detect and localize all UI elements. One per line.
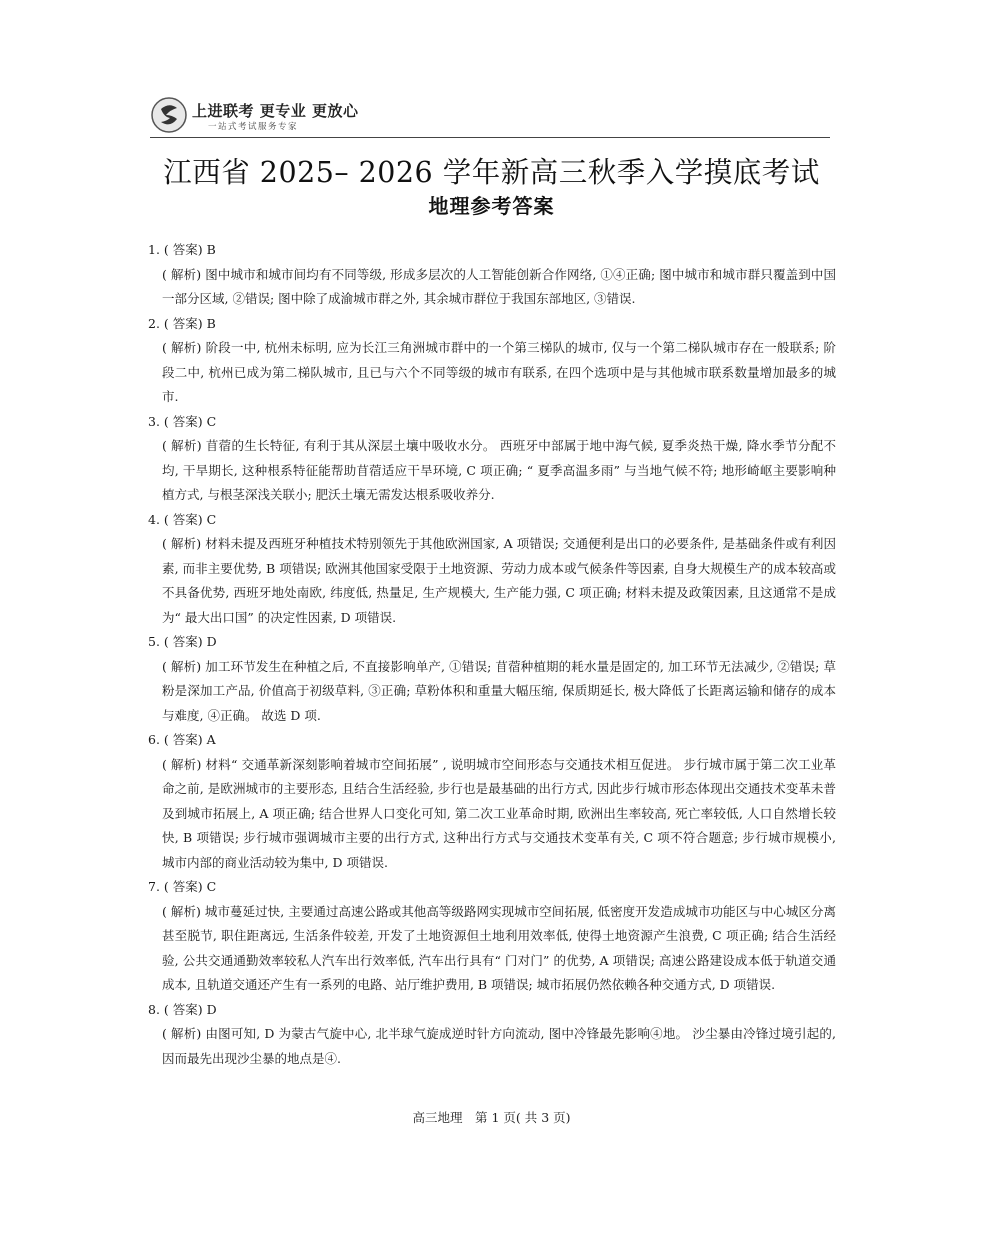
question-explanation: ( 解析) 由图可知, D 为蒙古气旋中心, 北半球气旋成逆时针方向流动, 图中冷锋最先影响④地。 沙尘暴由冷锋过境引起的, 因而最先出现沙尘暴的地点是④. — [162, 1026, 836, 1066]
question-answer: 4. ( 答案) C — [148, 511, 217, 527]
question-answer: 3. ( 答案) C — [148, 413, 217, 429]
header-divider — [150, 137, 830, 138]
question-answer: 7. ( 答案) C — [148, 879, 217, 894]
brand-slogan: 上进联考 更专业 更放心 — [192, 102, 359, 120]
question-answer: 8. ( 答案) D — [148, 1001, 217, 1017]
question-explanation: ( 解析) 苜蓿的生长特征, 有利于其从深层土壤中吸收水分。 西班牙中部属于地中海气候, 夏季炎热干燥, 降水季节分配不均, 干旱期长, 这种根系特征能帮助苜蓿适应干旱环境, C 项正确; “ 夏季高温多雨” 与当地气候不符; 地形崎岖主要影响种植方式, 与根茎深浅关联小; 肥沃土壤无需发达根系吸收养分. — [162, 438, 836, 502]
page-footer: 高三地理 第 1 页( 共 3 页) — [412, 1110, 571, 1125]
question-explanation: ( 解析) 阶段一中, 杭州未标明, 应为长江三角洲城市群中的一个第三梯队的城市, 仅与一个第二梯队城市存在一般联系; 阶段二中, 杭州已成为第二梯队城市, 且已与六个不同等级的城市有联系, 在四个选项中是与其他城市联系数量增加最多的城市. — [162, 340, 836, 404]
question-explanation: ( 解析) 材料未提及西班牙种植技术特别领先于其他欧洲国家, A 项错误; 交通便利是出口的必要条件, 是基础条件或有利因素, 而非主要优势, B 项错误; 欧洲其他国家受限于土地资源、劳动力成本或气候条件等因素, 自身大规模生产的成本较高或不具备优势, 西班牙地处南欧, 纬度低, 热量足, 生产规模大, 生产能力强, C 项正确; 材料未提及政策因素, 且这通常不是成为“ 最大出口国” 的决定性因素, D 项错误. — [162, 536, 836, 625]
question-item — [148, 508, 836, 631]
question-item — [148, 998, 836, 1072]
question-explanation: ( 解析) 加工环节发生在种植之后, 不直接影响单产, ①错误; 苜蓿种植期的耗水量是固定的, 加工环节无法减少, ②错误; 草粉是深加工产品, 价值高于初级草料, ③正确; 草粉体积和重量大幅压缩, 保质期延长, 极大降低了长距离运输和储存的成本与难度, ④正确。 故选 D 项. — [162, 658, 836, 723]
question-item — [148, 410, 836, 508]
question-item — [148, 728, 836, 875]
question-answer: 1. ( 答案) B — [148, 242, 216, 257]
header — [150, 96, 830, 138]
answer-list — [148, 238, 836, 1071]
question-explanation: ( 解析) 材料“ 交通革新深刻影响着城市空间拓展” , 说明城市空间形态与交通技术相互促进。 步行城市属于第二次工业革命之前, 是欧洲城市的主要形态, 且结合生活经验, 步行也是最基础的出行方式, 因此步行城市形态体现出交通技术变革未普及到城市拓展上, A 项正确; 结合世界人口变化可知, 第二次工业革命时期, 欧洲出生率较高, 死亡率较低, 人口自然增长较快, B 项错误; 步行城市强调城市主要的出行方式, 这种出行方式与交通技术变革有关, C 项不符合题意; 步行城市规模小, 城市内部的商业活动较为集中, D 项错误. — [162, 756, 836, 870]
question-item — [148, 875, 836, 998]
question-explanation: ( 解析) 城市蔓延过快, 主要通过高速公路或其他高等级路网实现城市空间拓展, 低密度开发造成城市功能区与中心城区分离甚至脱节, 职住距离远, 生活条件较差, 开发了土地资源但土地利用效率低, 使得土地资源产生浪费, C 项正确; 结合生活经验, 公共交通通勤效率较私人汽车出行效率低, 汽车出行具有“ 门对门” 的优势, A 项错误; 高速公路建设成本低于轨道交通成本, 且轨道交通还产生有一系列的电路、站厅维护费用, B 项错误; 城市拓展仍然依赖各种交通方式, D 项错误. — [162, 903, 836, 992]
question-item — [148, 312, 836, 410]
question-explanation: ( 解析) 图中城市和城市间均有不同等级, 形成多层次的人工智能创新合作网络, ①④正确; 图中城市和城市群只覆盖到中国一部分区域, ②错误; 图中除了成渝城市群之外, 其余城市群位于我国东部地区, ③错误. — [162, 266, 836, 306]
brand-tagline: 一站式考试服务专家 — [208, 122, 299, 132]
question-answer: 2. ( 答案) B — [148, 315, 216, 331]
brand-logo-icon — [150, 96, 188, 134]
page-title: 江西省 2025– 2026 学年新高三秋季入学摸底考试 — [163, 156, 820, 189]
page-subtitle: 地理参考答案 — [428, 194, 555, 218]
question-answer: 5. ( 答案) D — [148, 634, 217, 649]
question-item — [148, 630, 836, 728]
question-answer: 6. ( 答案) A — [148, 732, 216, 747]
question-item — [148, 238, 836, 312]
